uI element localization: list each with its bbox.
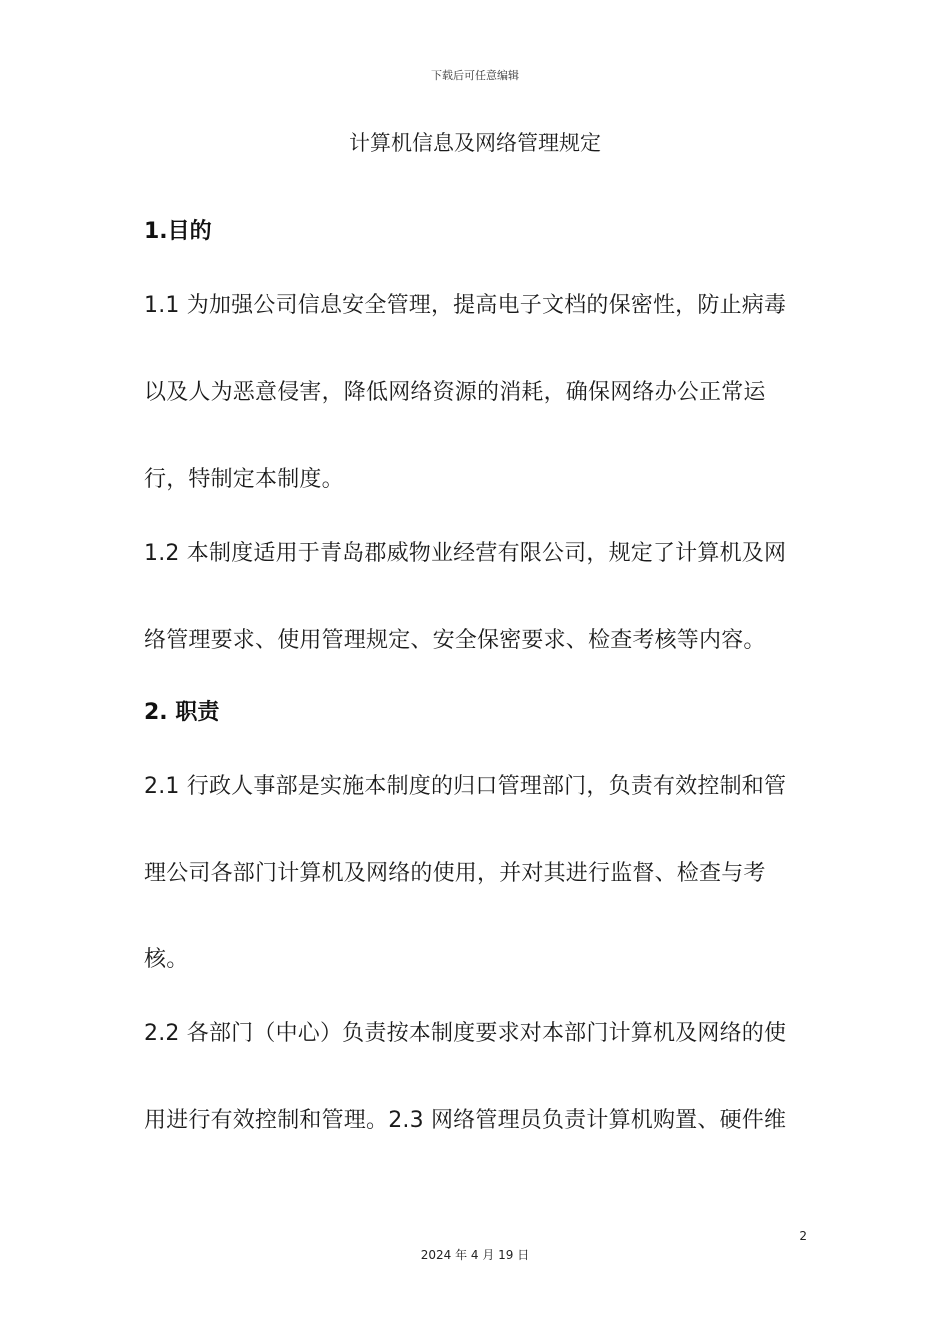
paragraph-line: 1.1 为加强公司信息安全管理，提高电子文档的保密性，防止病毒 [144,293,787,318]
paragraph-line: 用进行有效控制和管理。2.3 网络管理员负责计算机购置、硬件维 [144,1108,787,1133]
paragraph-line: 1.2 本制度适用于青岛郡威物业经营有限公司，规定了计算机及网 [144,541,787,566]
document-title: 计算机信息及网络管理规定 [349,131,601,155]
section-heading-purpose: 1.目的 [144,219,212,244]
paragraph-line: 络管理要求、使用管理规定、安全保密要求、检查考核等内容。 [144,628,766,653]
footer-date: 2024 年 4 月 19 日 [420,1248,530,1262]
paragraph-line: 核。 [144,947,189,972]
paragraph-line: 2.1 行政人事部是实施本制度的归口管理部门，负责有效控制和管 [144,774,787,799]
paragraph-line: 理公司各部门计算机及网络的使用，并对其进行监督、检查与考 [144,861,766,886]
header-note: 下载后可任意编辑 [431,69,519,82]
section-heading-duties: 2. 职责 [144,700,220,725]
paragraph-line: 行，特制定本制度。 [144,467,344,492]
paragraph-line: 以及人为恶意侵害，降低网络资源的消耗，确保网络办公正常运 [144,380,766,405]
page-number: 2 [799,1229,807,1243]
paragraph-line: 2.2 各部门（中心）负责按本制度要求对本部门计算机及网络的使 [144,1021,787,1046]
